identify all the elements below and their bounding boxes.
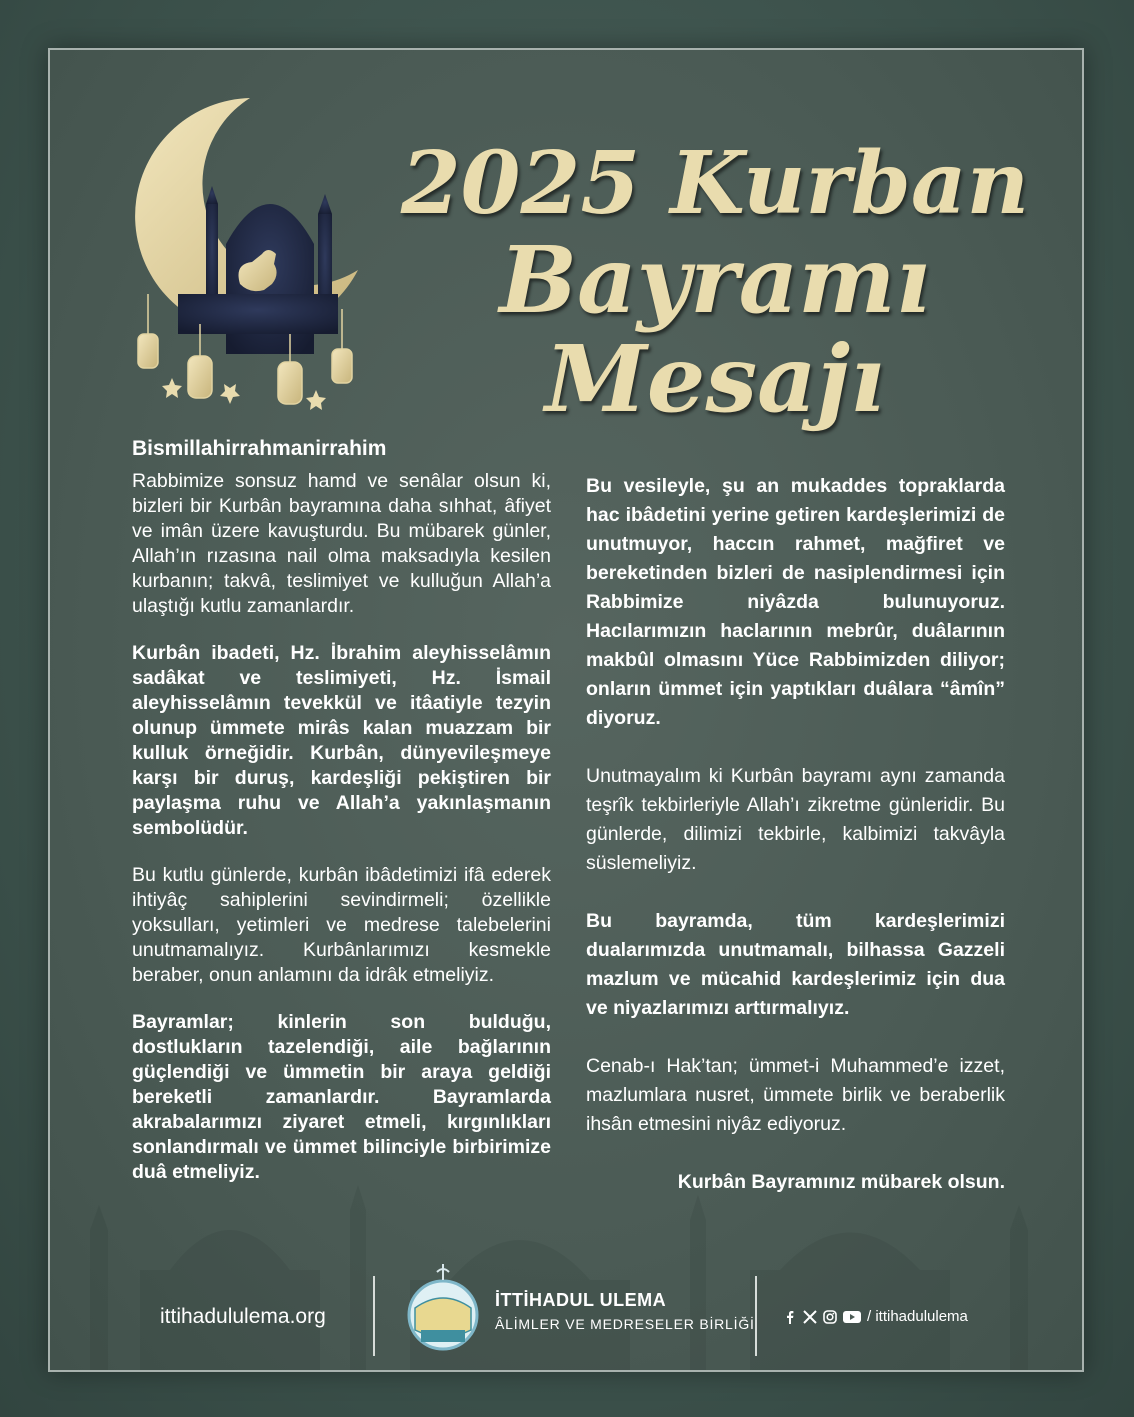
title-line-2: Bayramı Mesajı xyxy=(499,225,931,434)
basmala-heading: Bismillahirrahmanirrahim xyxy=(132,437,387,460)
paragraph-kurban-ibadeti: Kurbân ibadeti, Hz. İbrahim aleyhisselâmın sadâkat ve teslimiyeti, Hz. İsmail aleyhisselâmın tevekkül ve itâatiyle tezyin olunup ümmete mirâs kalan muazzam bir kulluk örneğidir. Kurbân, dünyevileşmeye karşı bir duruş, kardeşliği pekiştiren bir paylaşma ruhu ve Allah’a yakınlaşmanın sembolüdür. xyxy=(132,642,551,839)
message-card xyxy=(48,48,1084,1372)
instagram-icon[interactable] xyxy=(823,1310,837,1324)
x-icon[interactable] xyxy=(803,1310,817,1324)
footer-divider xyxy=(755,1276,757,1356)
social-links xyxy=(783,1308,968,1325)
crescent-mosque-lantern-illustration xyxy=(130,94,360,414)
paragraph-gazze: Bu bayramda, tüm kardeşlerimizi dualarımızda unutmamalı, bilhassa Gazzeli mazlum ve mücahid kardeşlerimiz için dua ve niyazlarımızı arttırmalıyız. xyxy=(586,910,1005,1019)
left-text-column xyxy=(132,436,551,1207)
paragraph-bayramlar: Bayramlar; kinlerin son bulduğu, dostlukların tazelendiği, aile bağlarının güçlendiği ve ümmetin bir araya geldiği bereketli zamanlardır. Bayramlarda akrabalarımızı ziyaret etmeli, kırgınlıkları sonlandırmalı ve ümmet bilinciyle birbirimize duâ etmeliyiz. xyxy=(132,1011,551,1183)
footer xyxy=(50,1250,1084,1370)
right-text-column xyxy=(586,472,1005,1226)
paragraph-hac: Bu vesileyle, şu an mukaddes topraklarda hac ibâdetini yerine getiren kardeşlerimizi de unutmuyor, haccın rahmet, mağfiret ve bereketinden bizleri de nasiplendirmesi için Rabbimize niyâzda bulunuyoruz. Hacılarımızın haclarının mebrûr, duâlarının makbûl olmasını Yüce Rabbimizden diliyor; onların ümmet için yaptıkları duâlara “âmîn” diyoruz. xyxy=(586,475,1005,729)
paragraph-kutlu-gunler: Bu kutlu günlerde, kurbân ibâdetimizi ifâ ederek ihtiyâç sahiplerini sevindirmeli; özellikle yoksulları, yetimleri ve medrese talebelerini unutmamalıyız. Kurbânlarımızı kesmekle beraber, onun anlamını da idrâk etmeliyiz. xyxy=(132,864,551,986)
paragraph-teshrik: Unutmayalım ki Kurbân bayramı aynı zamanda teşrîk tekbirleriyle Allah’ı zikretme günleridir. Bu günlerde, dilimizi tekbirle, kalbimizi takvâyla süslemeliyiz. xyxy=(586,765,1005,874)
organization-name: İTTİHADUL ULEMA xyxy=(495,1290,667,1310)
paragraph-dua: Cenab-ı Hak’tan; ümmet-i Muhammed’e izzet, mazlumlara nusret, ümmete birlik ve beraberlik ihsân etmesini niyâz ediyoruz. xyxy=(586,1055,1005,1135)
closing-greeting: Kurbân Bayramınız mübarek olsun. xyxy=(677,1171,1005,1193)
social-handle[interactable]: / ittihadululema xyxy=(867,1308,968,1325)
facebook-icon[interactable] xyxy=(783,1310,797,1324)
ittihadul-ulema-logo xyxy=(403,1260,483,1360)
website-link[interactable]: ittihadululema.org xyxy=(160,1305,326,1328)
youtube-icon[interactable] xyxy=(843,1310,861,1324)
organization-subtitle: ÂLİMLER VE MEDRESELER BİRLİĞİ xyxy=(495,1316,755,1332)
page-title xyxy=(395,133,1035,434)
title-line-1: 2025 Kurban xyxy=(400,133,1030,234)
paragraph-intro: Rabbimize sonsuz hamd ve senâlar olsun ki, bizleri bir Kurbân bayramına daha sıhhat, âfiyet ve imân üzere kavuşturdu. Bu mübarek günler, Allah’ın rızasına nail olma maksadıyla kesilen kurbanın; takvâ, teslimiyet ve kulluğun Allah’a ulaştığı kutlu zamanlardır. xyxy=(132,470,551,617)
footer-divider xyxy=(373,1276,375,1356)
